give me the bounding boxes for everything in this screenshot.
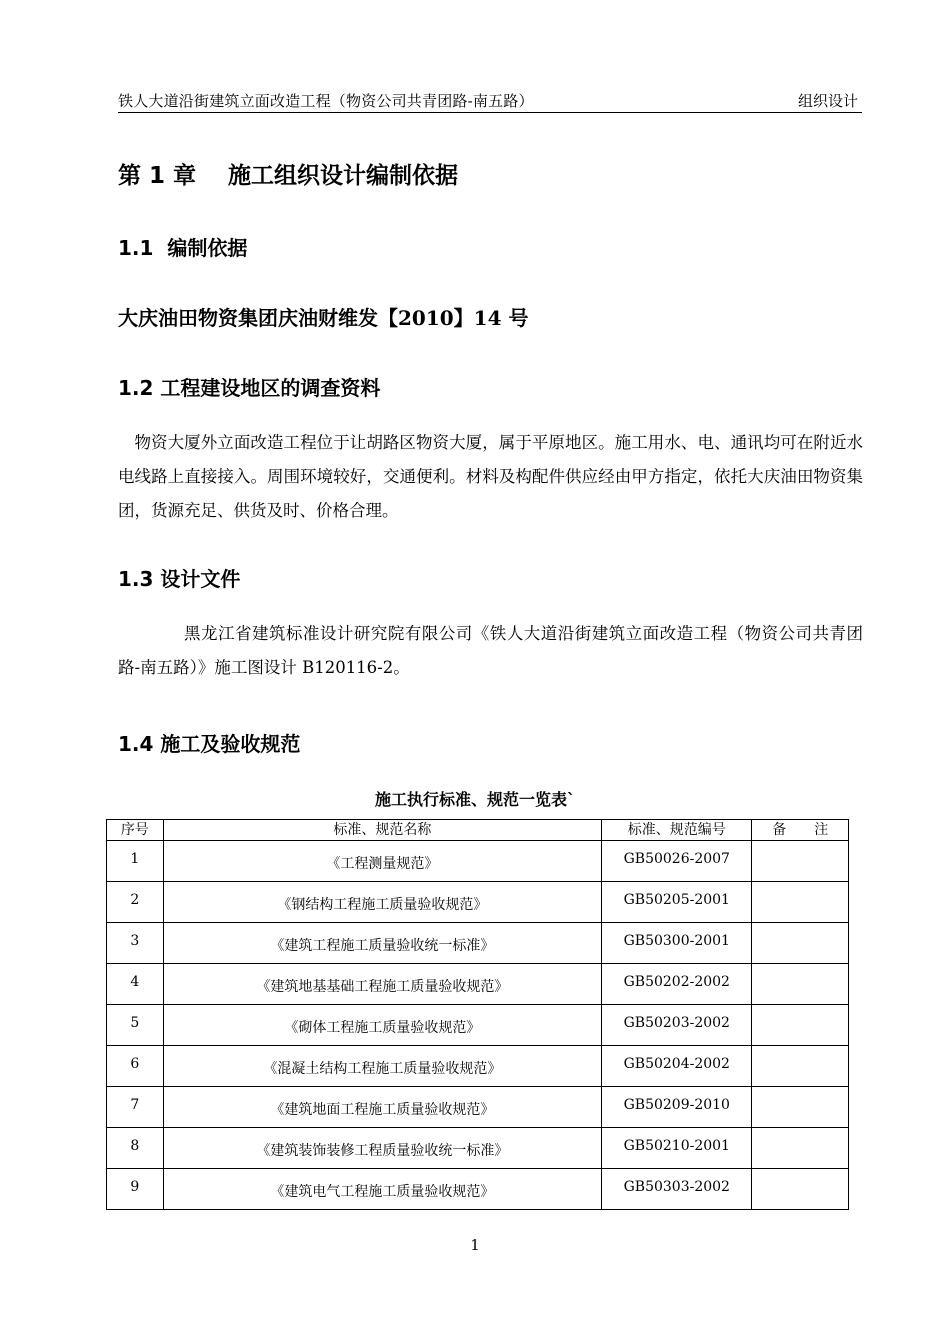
section-heading-1-1: 1.1 编制依据 [118,236,248,260]
table-title: 施工执行标准、规范一览表` [374,790,575,809]
standard-code: GB50210-2001 [602,1128,752,1169]
remark-cell [752,841,849,882]
standard-name: 《建筑地面工程施工质量验收规范》 [163,1087,601,1128]
standard-code: GB50204-2002 [602,1046,752,1087]
remark-cell [752,1005,849,1046]
column-header-code: 标准、规范编号 [602,820,752,841]
table-header-row [107,820,849,841]
standard-code: GB50203-2002 [602,1005,752,1046]
running-header-title: 铁人大道沿街建筑立面改造工程（物资公司共青团路-南五路） [118,92,534,110]
design-document-paragraph: 黑龙江省建筑标准设计研究院有限公司《铁人大道沿街建筑立面改造工程（物资公司共青团路-南五路）》施工图设计 B120116-2。 [118,624,863,677]
standard-name: 《砌体工程施工质量验收规范》 [163,1005,601,1046]
row-number: 2 [107,882,164,923]
section-heading-1-4: 1.4 施工及验收规范 [118,732,301,756]
standard-name: 《建筑装饰装修工程质量验收统一标准》 [163,1128,601,1169]
standard-name: 《建筑工程施工质量验收统一标准》 [163,923,601,964]
table-row [107,964,849,1005]
header-divider [118,112,862,113]
standard-code: GB50026-2007 [602,841,752,882]
remark-cell [752,923,849,964]
standard-code: GB50303-2002 [602,1169,752,1210]
standard-code: GB50205-2001 [602,882,752,923]
standard-name: 《建筑地基基础工程施工质量验收规范》 [163,964,601,1005]
table-row [107,882,849,923]
remark-cell [752,882,849,923]
table-row [107,923,849,964]
standards-table [106,819,849,1210]
standard-name: 《钢结构工程施工质量验收规范》 [163,882,601,923]
remark-cell [752,1169,849,1210]
table-row [107,1046,849,1087]
remark-cell [752,1087,849,1128]
column-header-note: 备 注 [752,820,849,841]
remark-cell [752,1046,849,1087]
row-number: 9 [107,1169,164,1210]
row-number: 4 [107,964,164,1005]
standard-code: GB50209-2010 [602,1087,752,1128]
basis-document-reference: 大庆油田物资集团庆油财维发【2010】14 号 [118,306,529,330]
section-heading-1-3: 1.3 设计文件 [118,567,241,591]
remark-cell [752,964,849,1005]
row-number: 1 [107,841,164,882]
standard-code: GB50300-2001 [602,923,752,964]
table-row [107,1128,849,1169]
row-number: 8 [107,1128,164,1169]
row-number: 7 [107,1087,164,1128]
table-row [107,1169,849,1210]
remark-cell [752,1128,849,1169]
standard-name: 《混凝土结构工程施工质量验收规范》 [163,1046,601,1087]
table-row [107,841,849,882]
column-header-name: 标准、规范名称 [163,820,601,841]
standard-code: GB50202-2002 [602,964,752,1005]
page-number: 1 [470,1236,480,1254]
table-row [107,1087,849,1128]
standard-name: 《建筑电气工程施工质量验收规范》 [163,1169,601,1210]
row-number: 5 [107,1005,164,1046]
row-number: 6 [107,1046,164,1087]
row-number: 3 [107,923,164,964]
column-header-no: 序号 [107,820,164,841]
running-header-label: 组织设计 [797,92,858,110]
table-row [107,1005,849,1046]
standard-name: 《工程测量规范》 [163,841,601,882]
chapter-title: 第 1 章 施工组织设计编制依据 [118,163,459,189]
section-heading-1-2: 1.2 工程建设地区的调查资料 [118,376,381,400]
survey-paragraph: 物资大厦外立面改造工程位于让胡路区物资大厦，属于平原地区。施工用水、电、通讯均可在附近水电线路上直接接入。周围环境较好，交通便利。材料及构配件供应经由甲方指定，依托大庆油田物资集团，货源充足、供货及时、价格合理。 [118,433,863,520]
